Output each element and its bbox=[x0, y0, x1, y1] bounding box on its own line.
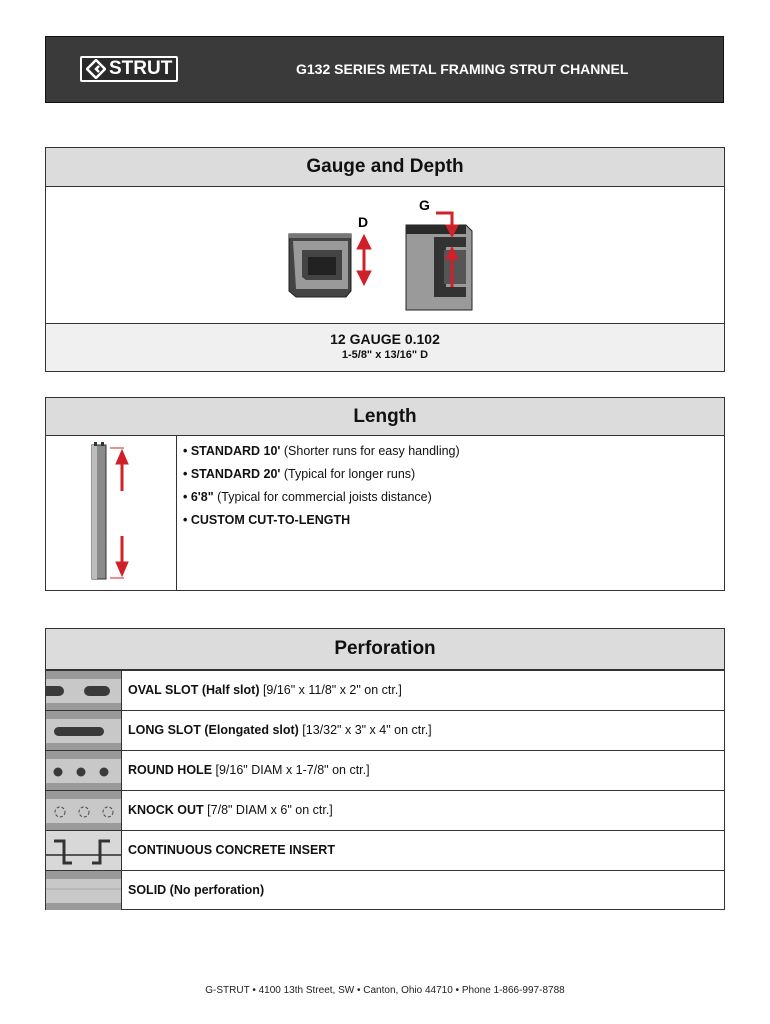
logo-text: STRUT bbox=[109, 58, 173, 79]
gauge-heading: Gauge and Depth bbox=[46, 148, 724, 187]
gauge-info bbox=[46, 323, 724, 371]
depth-arrow-icon bbox=[357, 235, 371, 285]
perforation-spec: [7/8" DIAM x 6" on ctr.] bbox=[203, 803, 333, 817]
footer-contact: G-STRUT • 4100 13th Street, SW • Canton, Ohio 44710 • Phone 1-866-997-8788 bbox=[205, 985, 565, 996]
length-heading: Length bbox=[46, 398, 724, 436]
perforation-row bbox=[46, 750, 724, 790]
concrete-insert-icon bbox=[46, 831, 122, 870]
oval-slot-icon bbox=[46, 671, 122, 710]
perforation-row bbox=[46, 830, 724, 870]
perforation-name: SOLID (No perforation) bbox=[128, 883, 265, 897]
perforation-row bbox=[46, 670, 724, 710]
solid-channel-icon bbox=[46, 871, 122, 910]
page-title: G132 SERIES METAL FRAMING STRUT CHANNEL bbox=[296, 61, 629, 77]
logo bbox=[80, 56, 178, 82]
long-slot-icon bbox=[46, 711, 122, 750]
perforation-spec: [13/32" x 3" x 4" on ctr.] bbox=[298, 723, 432, 737]
perforation-section bbox=[45, 628, 725, 910]
dimension-value: 1-5/8" x 13/16" D bbox=[341, 349, 429, 361]
length-option: • 6'8" (Typical for commercial joists distance) bbox=[183, 490, 432, 504]
length-options-list bbox=[183, 444, 460, 536]
perforation-name: KNOCK OUT bbox=[128, 803, 204, 817]
perforation-row bbox=[46, 790, 724, 830]
gauge-profile-icon bbox=[406, 225, 472, 310]
length-option: • STANDARD 10' (Shorter runs for easy handling) bbox=[183, 444, 460, 458]
length-section bbox=[45, 397, 725, 591]
length-option: • STANDARD 20' (Typical for longer runs) bbox=[183, 467, 416, 481]
length-body bbox=[46, 436, 724, 590]
perforation-spec: [9/16" DIAM x 1-7/8" on ctr.] bbox=[212, 763, 370, 777]
perforation-name: CONTINUOUS CONCRETE INSERT bbox=[128, 843, 335, 857]
perforation-heading: Perforation bbox=[46, 629, 724, 670]
round-hole-icon bbox=[46, 751, 122, 790]
length-option: • CUSTOM CUT-TO-LENGTH bbox=[183, 513, 351, 527]
channel-profile-illustration bbox=[46, 187, 724, 324]
perforation-name: ROUND HOLE bbox=[128, 763, 213, 777]
perforation-row bbox=[46, 710, 724, 750]
header-banner bbox=[45, 36, 724, 103]
perforation-spec: [9/16" x 11/8" x 2" on ctr.] bbox=[259, 683, 402, 697]
strut-length-icon bbox=[46, 436, 176, 590]
perforation-row bbox=[46, 870, 724, 910]
perforation-name: OVAL SLOT (Half slot) bbox=[128, 683, 260, 697]
logo-box bbox=[80, 56, 178, 82]
gauge-label: G bbox=[419, 197, 430, 213]
gauge-section bbox=[45, 147, 725, 372]
gauge-value: 12 GAUGE 0.102 bbox=[330, 331, 440, 347]
length-illustration bbox=[46, 436, 177, 590]
depth-label: D bbox=[358, 214, 369, 230]
perforation-name: LONG SLOT (Elongated slot) bbox=[128, 723, 299, 737]
depth-profile-icon bbox=[289, 234, 351, 297]
g-logo-icon bbox=[86, 59, 106, 79]
knock-out-icon bbox=[46, 791, 122, 830]
